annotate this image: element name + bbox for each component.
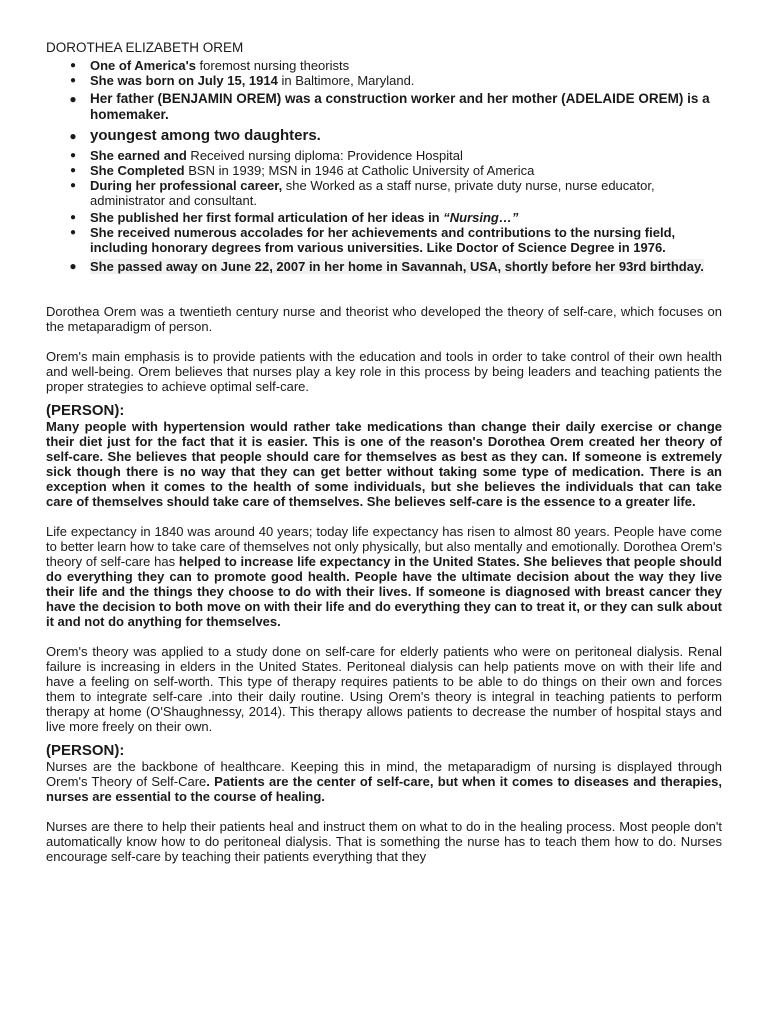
bullet-icon: ● [69,60,77,71]
paragraph-intro: Dorothea Orem was a twentieth century nurse and theorist who developed the theory of self-care, which focuses on the metaparadigm of person. [46,304,722,334]
paragraph-life-expectancy: Life expectancy in 1840 was around 40 years; today life expectancy has risen to almost 80 years. People have come to better learn how to take care of themselves not only physically, but also mentally and emotionally. Dorothea Orem's theory of self-care has helped to increase life expectancy in the United States. She believes that people should do everything they can to promote good health. People have the ultimate decision about the way they live their life and the things they choose to do with their lives. If someone is diagnosed with breast cancer they have the decision to both move on with their life and do everything they can to treat it, or they can sulk about it and not do anything for themselves. [46,524,722,629]
paragraph-nurses-help: Nurses are there to help their patients heal and instruct them on what to do in the healing process. Most people don't automatically know how to do peritoneal dialysis. That is something the nurse has to teach them how to do. Nurses encourage self-care by teaching their patients everything that they [46,819,722,864]
list-item: ● She Completed BSN in 1939; MSN in 1946 at Catholic University of America [66,163,722,178]
list-item: ● Her father (BENJAMIN OREM) was a construction worker and her mother (ADELAIDE OREM) is a homemaker. [66,91,722,123]
paragraph-emphasis: Orem's main emphasis is to provide patients with the education and tools in order to take control of their own health and well-being. Orem believes that nurses play a key role in this process by being leaders and teaching patients the proper strategies to achieve optimal self-care. [46,349,722,394]
document-title: DOROTHEA ELIZABETH OREM [46,40,244,55]
bullet-icon: ● [69,227,77,238]
section-heading: (PERSON): [46,742,125,759]
list-item: ● She earned and Received nursing diploma: Providence Hospital [66,148,722,163]
paragraph-nurses: Nurses are the backbone of healthcare. Keeping this in mind, the metaparadigm of nursing is displayed through Orem's Theory of Self-Care. Patients are the center of self-care, but when it comes to diseases and therapies, nurses are essential to the course of healing. [46,759,722,804]
bullet-icon: ● [69,129,77,143]
bullet-icon: ● [69,212,77,223]
biography-list [46,58,722,274]
list-item: ● She was born on July 15, 1914 in Baltimore, Maryland. [66,73,722,88]
list-item: ● She received numerous accolades for her achievements and contributions to the nursing field, including honorary degrees from various universities. Like Doctor of Science Degree in 1976. [66,225,722,255]
bullet-icon: ● [69,75,77,86]
list-item: ● She passed away on June 22, 2007 in her home in Savannah, USA, shortly before her 93rd birthday. [66,259,722,274]
list-item: ● youngest among two daughters. [66,127,722,145]
list-item: ● One of America's foremost nursing theorists [66,58,722,73]
bullet-icon: ● [69,92,77,106]
paragraph-dialysis: Orem's theory was applied to a study done on self-care for elderly patients who were on peritoneal dialysis. Renal failure is increasing in elders in the United States. Peritoneal dialysis can help patients move on with their life and have a feeling on self-worth. This type of therapy requires patients to be able to do things on their own and forces them to integrate self-care .into their daily routine. Using Orem's theory is integral in teaching patients to perform therapy at home (O'Shaughnessy, 2014). This therapy allows patients to decrease the number of hospital stays and live more freely on their own. [46,644,722,734]
list-item: ● She published her first formal articulation of her ideas in “Nursing…” [66,210,722,225]
bullet-icon: ● [69,150,77,161]
bullet-icon: ● [69,180,77,191]
section-heading: (PERSON): [46,402,125,419]
bullet-icon: ● [69,165,77,176]
bullet-icon: ● [69,259,77,273]
paragraph-hypertension: Many people with hypertension would rather take medications than change their daily exercise or change their diet just for the fact that it is easier. This is one of the reason's Dorothea Orem created her theory of self-care. She believes that people should care for themselves as best as they can. If someone is extremely sick though there is no way that they can get better without taking some type of medication. There is an exception when it comes to the health of some individuals, but she believes the individuals that can take care of themselves should take care of themselves. She believes self-care is the essence to a greater life. [46,419,722,509]
list-item: ● During her professional career, she Worked as a staff nurse, private duty nurse, nurse educator, administrator and consultant. [66,178,722,208]
